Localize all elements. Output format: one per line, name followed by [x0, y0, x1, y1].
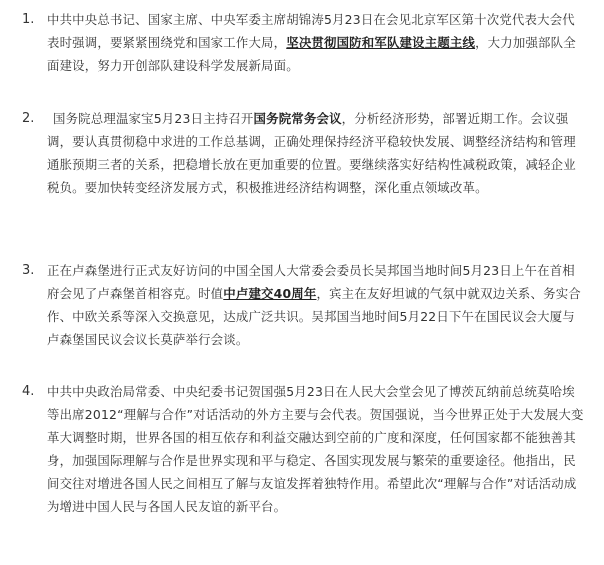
- text-segment: ，分析经济形势，部署近期工作。会议强调，要认真贯彻稳中求进的工作总基调，正确处理保持经济平稳较快发展、调整经济结构和管理通胀预期三者的关系，把稳增长放在更加重要的位置。要继续落实好结构性减税政策，减轻企业税负。要加快转变经济发展方式，积极推进经济结构调整，深化重点领域改革。: [47, 111, 576, 195]
- item-number: 3.: [22, 263, 35, 278]
- item-text: [47, 380, 587, 518]
- item-text: [47, 259, 587, 351]
- text-segment: 国务院总理温家宝5月23日主持召开: [53, 111, 254, 126]
- text-segment: ，宾主在友好坦诚的气氛中就双边关系、务实合作、中欧关系等深入交换意见，达成广泛共识。吴邦国当地时间5月22日下午在国民议会大厦与卢森堡国民议会议长莫萨举行会谈。: [47, 286, 581, 347]
- item-text: [47, 8, 587, 77]
- highlighted-phrase: 坚决贯彻国防和军队建设主题主线: [286, 35, 476, 50]
- highlighted-phrase: 中卢建交40周年: [223, 286, 317, 301]
- text-segment: 正在卢森堡进行正式友好访问的中国全国人大常委会委员长吴邦国当地时间5月23日上午在首相府会见了卢森堡首相容克。时值: [47, 263, 575, 301]
- item-number: 2.: [22, 111, 35, 126]
- item-number: 4.: [22, 384, 35, 399]
- item-text: [47, 107, 587, 199]
- text-segment: 中共中央政治局常委、中央纪委书记贺国强5月23日在人民大会堂会见了博茨瓦纳前总统莫哈埃等出席2012“理解与合作”对话活动的外方主要与会代表。贺国强说，当今世界正处于大发展大变革大调整时期，世界各国的相互依存和利益交融达到空前的广度和深度，任何国家都不能独善其身，加强国际理解与合作是世界实现和平与稳定、各国实现发展与繁荣的重要途径。他指出，民间交往对增进各国人民之间相互了解与友谊发挥着独特作用。希望此次“理解与合作”对话活动成为增进中国人民与各国人民友谊的新平台。: [47, 384, 584, 514]
- highlighted-phrase: 国务院常务会议: [253, 111, 342, 126]
- item-number: 1.: [22, 12, 35, 27]
- text-segment: ，大力加强部队全面建设，努力开创部队建设科学发展新局面。: [47, 35, 576, 73]
- text-segment: 中共中央总书记、国家主席、中央军委主席胡锦涛5月23日在会见北京军区第十次党代表大会代表时强调，要紧紧围绕党和国家工作大局，: [47, 12, 575, 50]
